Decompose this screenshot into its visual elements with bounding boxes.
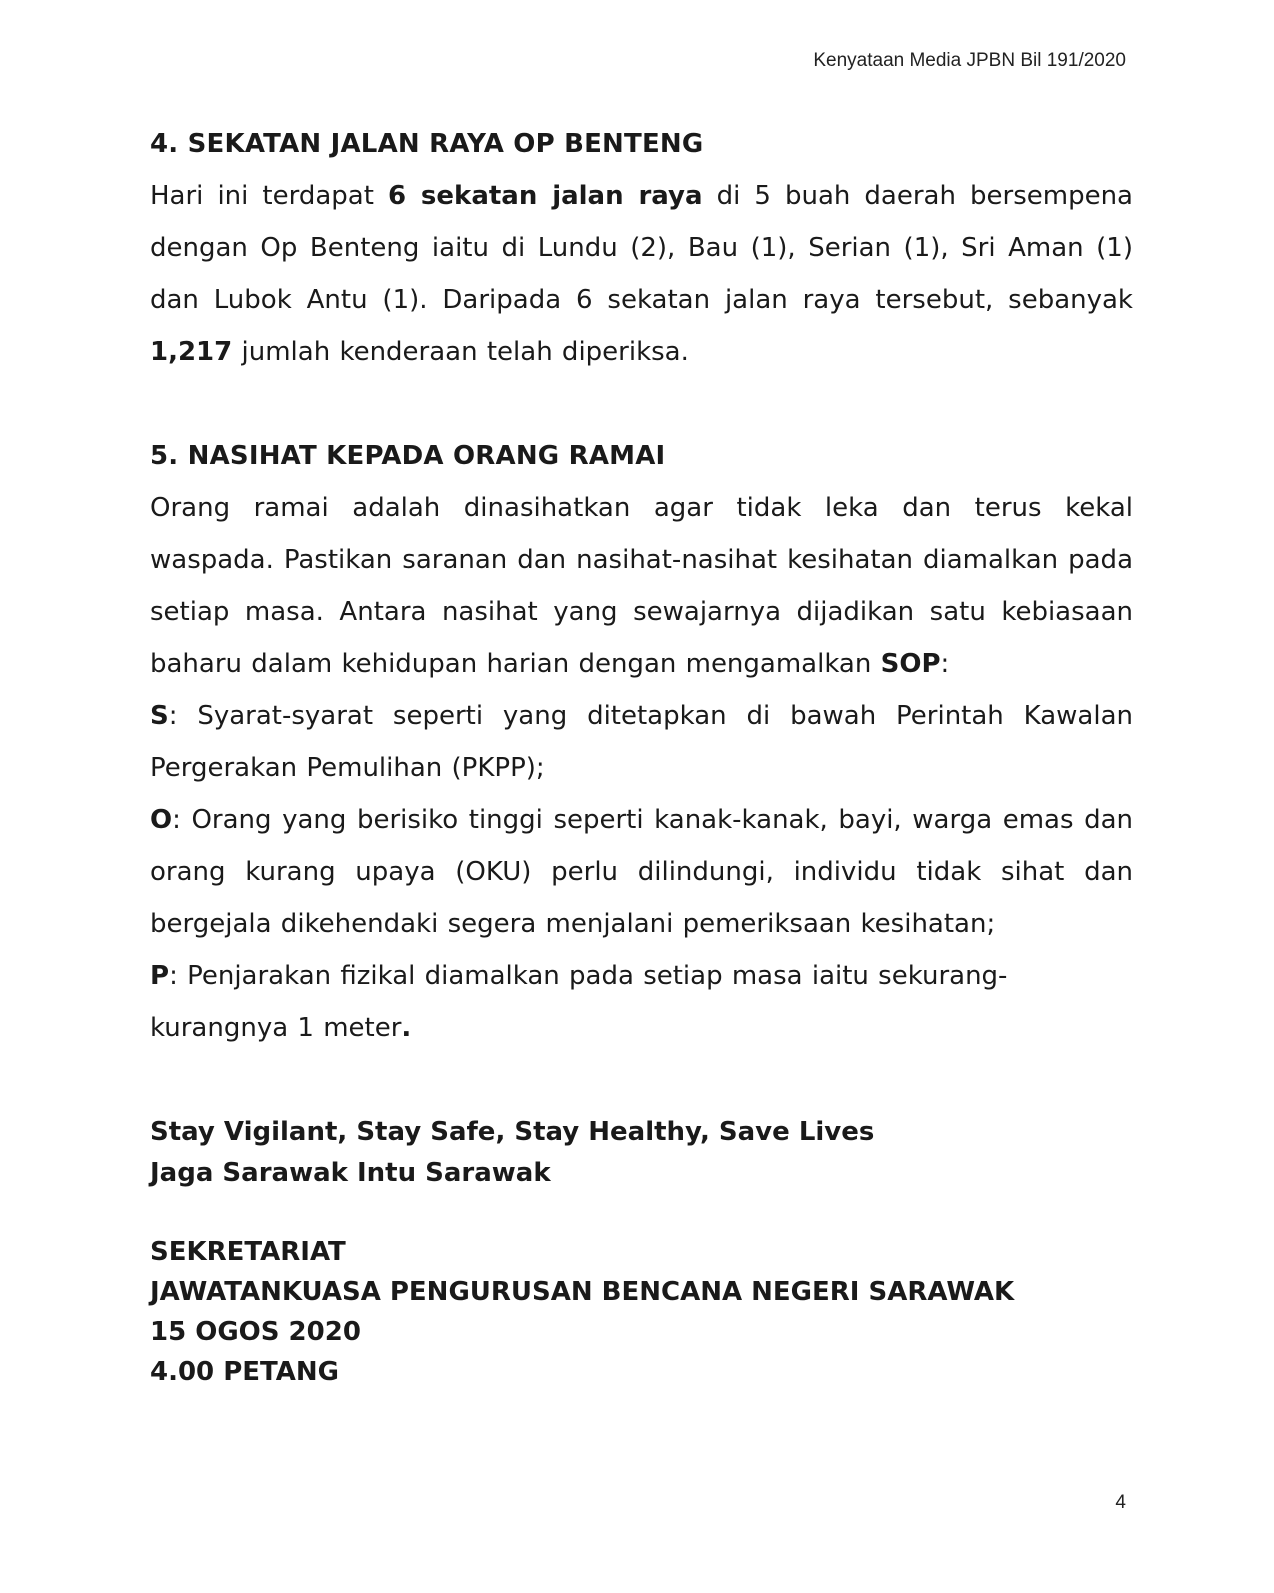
section-5-heading: 5. NASIHAT KEPADA ORANG RAMAI	[150, 441, 666, 471]
section-5-intro	[150, 482, 1133, 690]
sop-item-o	[150, 794, 1133, 950]
text-run: Orang ramai adalah dinasihatkan agar tidak leka dan terus kekal waspada. Pastikan saranan dan nasihat-nasihat kesihatan diamalkan pada setiap masa. Antara nasihat yang sewajarnya dijadikan satu kebiasaan baharu dalam kehidupan harian dengan mengamalkan	[150, 493, 1133, 679]
section-4-heading: 4. SEKATAN JALAN RAYA OP BENTENG	[150, 129, 704, 159]
text-run: jumlah kenderaan telah diperiksa.	[232, 337, 689, 367]
section-4-paragraph	[150, 170, 1133, 378]
bold-text-run: 1,217	[150, 337, 233, 367]
sop-letter: O	[150, 805, 173, 835]
slogan-line-2: Jaga Sarawak Intu Sarawak	[150, 1158, 551, 1188]
sop-text: : Penjarakan fizikal diamalkan pada setiap masa iaitu sekurang-kurangnya 1 meter	[150, 961, 1008, 1043]
sop-letter: P	[150, 961, 170, 991]
text-run: di 5 buah daerah bersempena dengan Op Benteng iaitu di Lundu (2), Bau (1), Serian (1), Sri Aman (1) dan Lubok Antu (1). Daripada 6 sekatan jalan raya tersebut, sebanyak	[150, 181, 1133, 315]
signature-line-1: SEKRETARIAT	[150, 1237, 346, 1267]
text-run: :	[940, 649, 950, 679]
page-number: 4	[1115, 1492, 1126, 1513]
signature-time: 4.00 PETANG	[150, 1357, 339, 1387]
sop-item-s	[150, 690, 1133, 794]
section-spacer	[150, 1054, 1133, 1112]
section-spacer	[150, 1194, 1133, 1232]
signature-line-2: JAWATANKUASA PENGURUSAN BENCANA NEGERI SARAWAK	[150, 1277, 1015, 1307]
sop-text: : Orang yang berisiko tinggi seperti kanak-kanak, bayi, warga emas dan orang kurang upaya (OKU) perlu dilindungi, individu tidak sihat dan bergejala dikehendaki segera menjalani pemeriksaan kesihatan;	[150, 805, 1133, 939]
text-run: Hari ini terdapat	[150, 181, 388, 211]
bold-text-run: SOP	[880, 649, 941, 679]
section-spacer	[150, 378, 1133, 430]
signature-date: 15 OGOS 2020	[150, 1317, 361, 1347]
header-reference: Kenyataan Media JPBN Bil 191/2020	[813, 50, 1126, 71]
slogan-line-1: Stay Vigilant, Stay Safe, Stay Healthy, Save Lives	[150, 1117, 875, 1147]
document-body	[150, 118, 1133, 1392]
bold-text-run: 6 sekatan jalan raya	[387, 181, 703, 211]
sop-letter: S	[150, 701, 169, 731]
bold-text-run: .	[401, 1013, 412, 1043]
sop-item-p	[150, 950, 1133, 1054]
sop-text: : Syarat-syarat seperti yang ditetapkan di bawah Perintah Kawalan Pergerakan Pemulihan (PKPP);	[150, 701, 1133, 783]
